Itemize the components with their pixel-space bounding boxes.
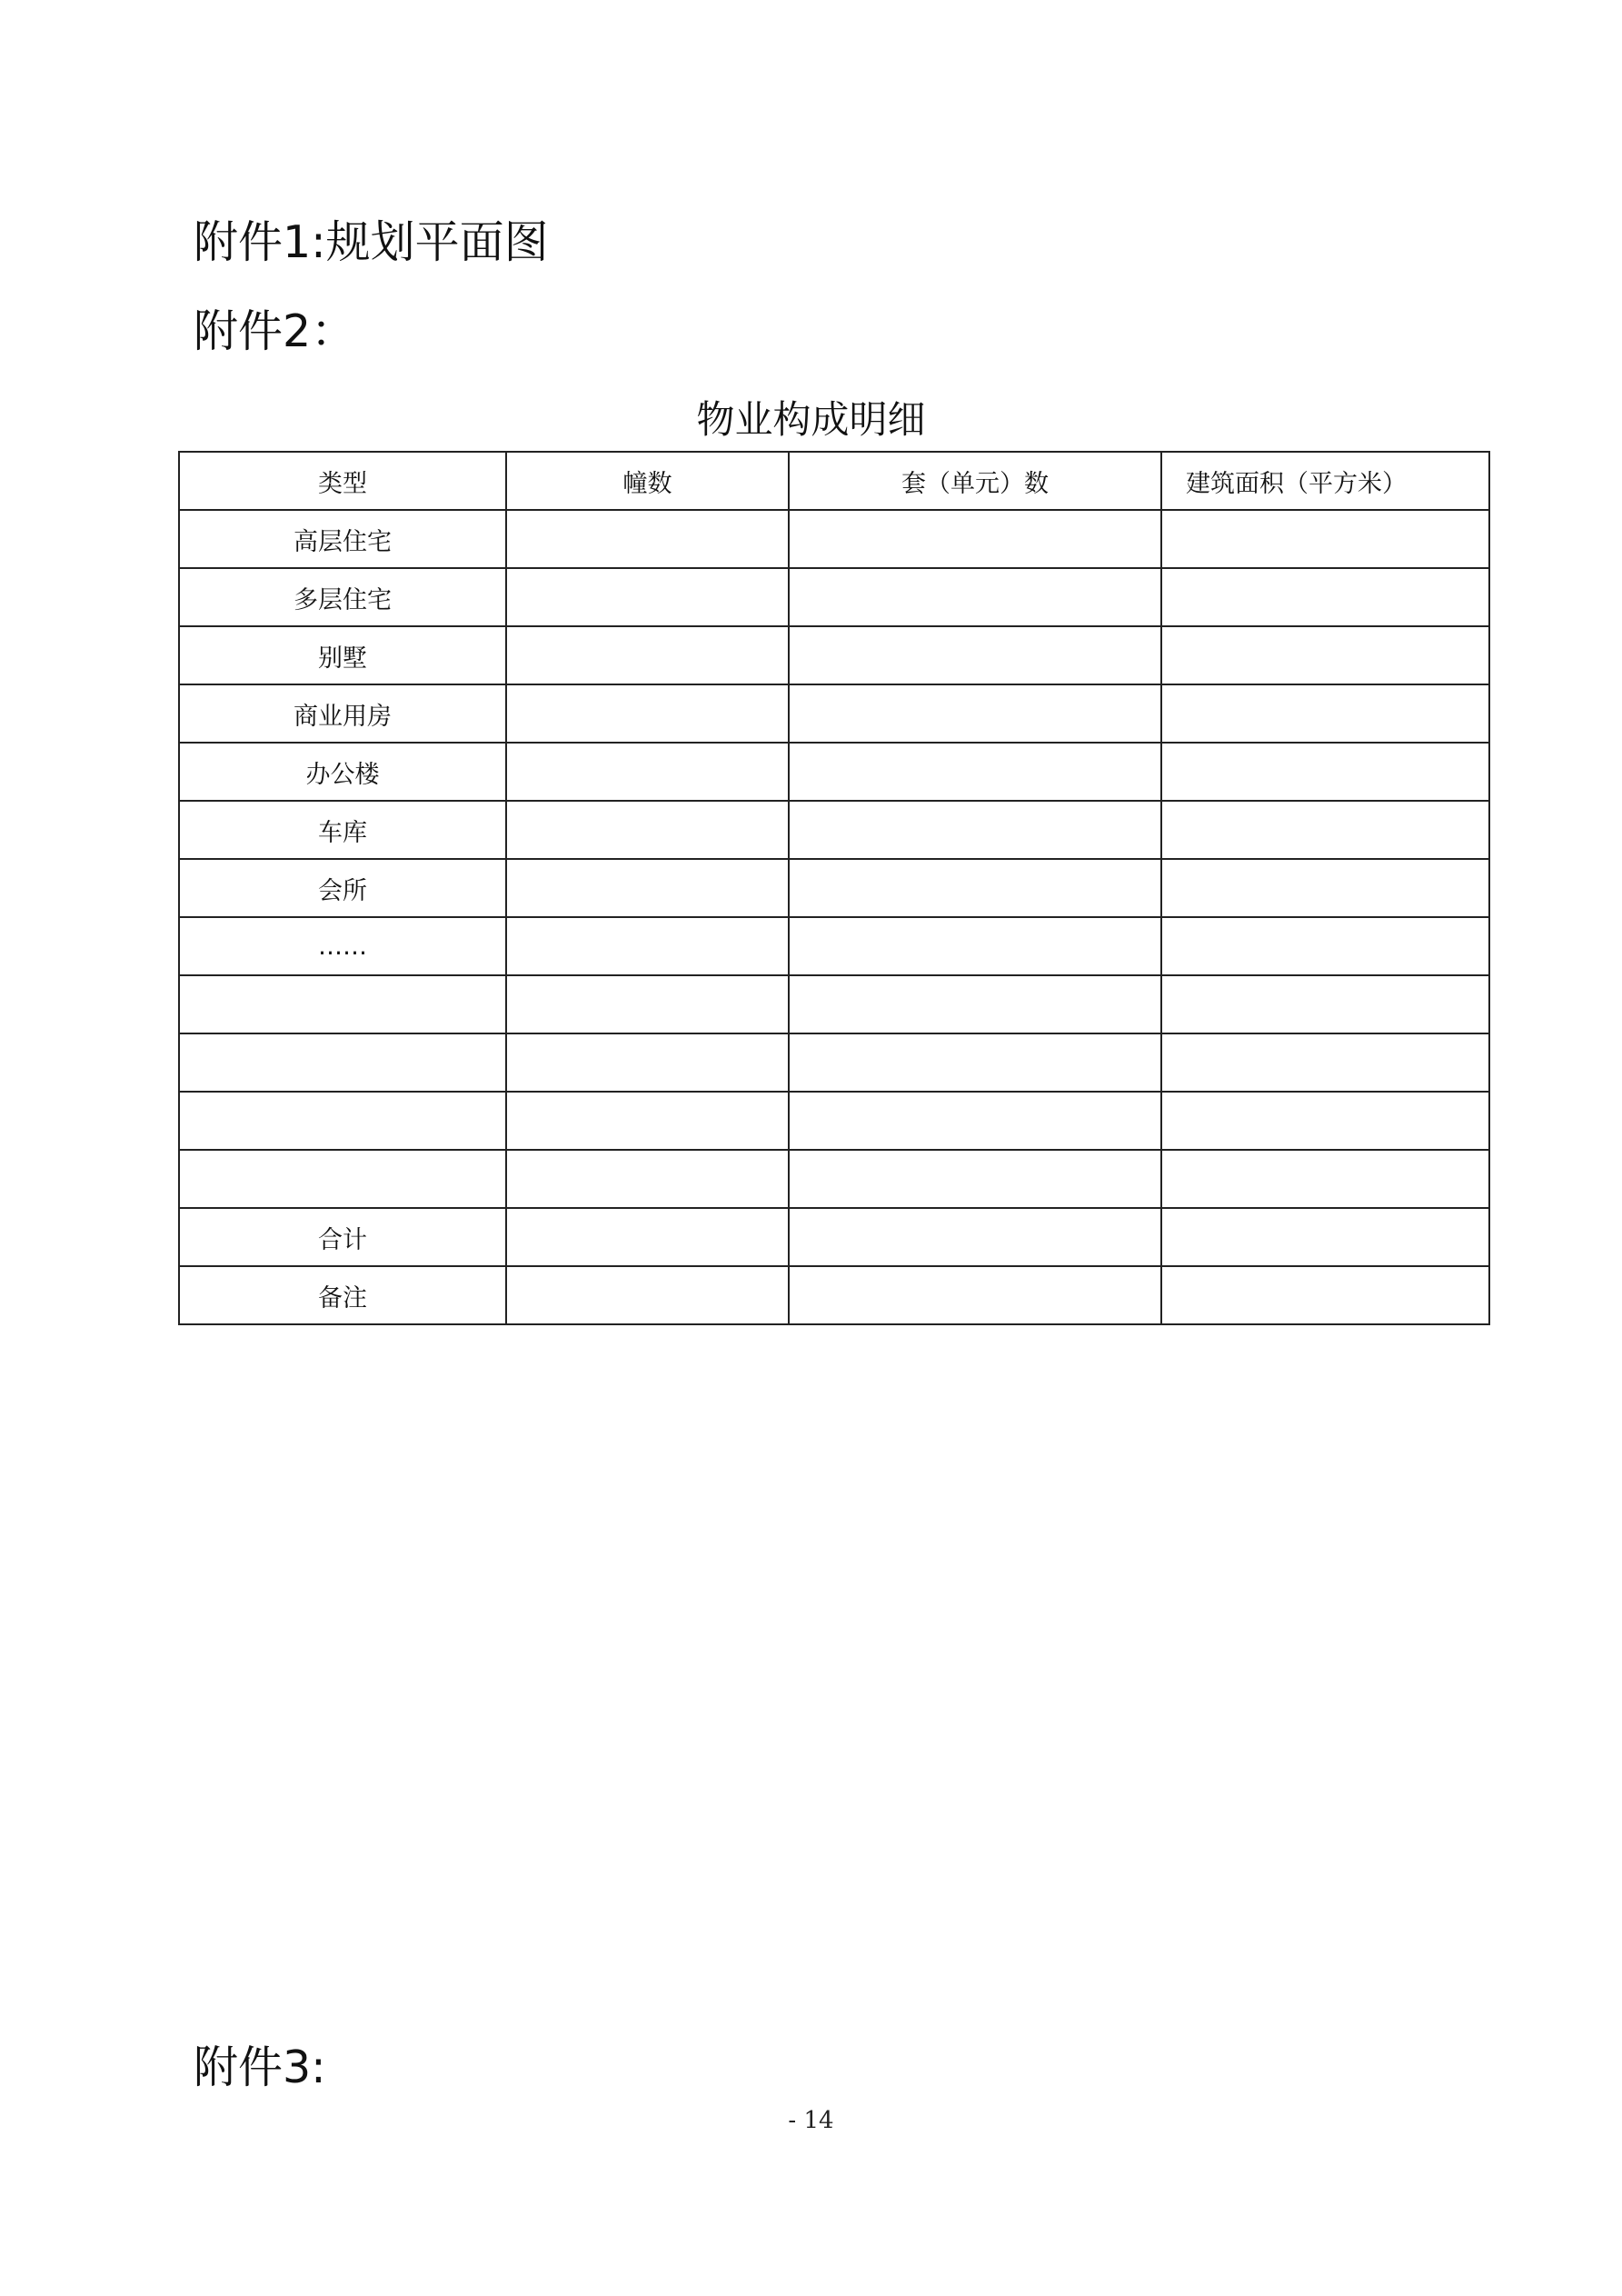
table-row	[179, 684, 1489, 743]
cell-unit-count	[789, 859, 1161, 917]
attachment-1-heading: 附件1:规划平面图	[194, 216, 549, 268]
cell-building-count	[506, 917, 789, 975]
table-row	[179, 1033, 1489, 1092]
cell-building-count	[506, 1092, 789, 1150]
cell-unit-count	[789, 801, 1161, 859]
table-title: 物业构成明细	[696, 397, 926, 442]
table-row	[179, 1092, 1489, 1150]
cell-unit-count	[789, 568, 1161, 626]
attachment-3-heading: 附件3:	[194, 2041, 326, 2093]
cell-building-count	[506, 1150, 789, 1208]
cell-floor-area	[1161, 1266, 1489, 1324]
column-header-type: 类型	[179, 452, 506, 510]
table-row	[179, 510, 1489, 568]
cell-type: 别墅	[179, 626, 506, 684]
cell-floor-area	[1161, 626, 1489, 684]
attachment-2-heading: 附件2：	[194, 305, 356, 357]
cell-unit-count	[789, 1033, 1161, 1092]
cell-type	[179, 1033, 506, 1092]
cell-type: 备注	[179, 1266, 506, 1324]
cell-unit-count	[789, 1208, 1161, 1266]
table-row	[179, 626, 1489, 684]
column-header-floor-area: 建筑面积（平方米）	[1161, 452, 1489, 510]
cell-building-count	[506, 801, 789, 859]
cell-unit-count	[789, 743, 1161, 801]
cell-unit-count	[789, 510, 1161, 568]
cell-unit-count	[789, 975, 1161, 1033]
cell-unit-count	[789, 684, 1161, 743]
cell-type	[179, 975, 506, 1033]
table-row	[179, 1208, 1489, 1266]
cell-building-count	[506, 510, 789, 568]
cell-type	[179, 1092, 506, 1150]
cell-type: 会所	[179, 859, 506, 917]
table-row	[179, 743, 1489, 801]
cell-type	[179, 1150, 506, 1208]
property-composition-table	[178, 451, 1490, 1325]
cell-floor-area	[1161, 859, 1489, 917]
cell-building-count	[506, 568, 789, 626]
cell-floor-area	[1161, 684, 1489, 743]
cell-floor-area	[1161, 1033, 1489, 1092]
cell-floor-area	[1161, 568, 1489, 626]
cell-building-count	[506, 743, 789, 801]
table-row	[179, 568, 1489, 626]
table-row	[179, 859, 1489, 917]
page-number: - 14	[788, 2107, 834, 2134]
cell-unit-count	[789, 917, 1161, 975]
cell-building-count	[506, 1266, 789, 1324]
cell-floor-area	[1161, 743, 1489, 801]
cell-floor-area	[1161, 917, 1489, 975]
table-body	[179, 510, 1489, 1324]
cell-building-count	[506, 1208, 789, 1266]
table-row	[179, 917, 1489, 975]
cell-building-count	[506, 859, 789, 917]
cell-floor-area	[1161, 975, 1489, 1033]
cell-type: 合计	[179, 1208, 506, 1266]
table-row	[179, 1150, 1489, 1208]
cell-type: 高层住宅	[179, 510, 506, 568]
cell-unit-count	[789, 1150, 1161, 1208]
cell-unit-count	[789, 1092, 1161, 1150]
column-header-building-count: 幢数	[506, 452, 789, 510]
table-header-row	[179, 452, 1489, 510]
cell-floor-area	[1161, 801, 1489, 859]
cell-floor-area	[1161, 510, 1489, 568]
cell-building-count	[506, 684, 789, 743]
cell-floor-area	[1161, 1150, 1489, 1208]
cell-floor-area	[1161, 1092, 1489, 1150]
cell-type: 多层住宅	[179, 568, 506, 626]
cell-building-count	[506, 975, 789, 1033]
cell-type: 车库	[179, 801, 506, 859]
column-header-unit-count: 套（单元）数	[789, 452, 1161, 510]
cell-building-count	[506, 626, 789, 684]
cell-type: ……	[179, 917, 506, 975]
table-row	[179, 975, 1489, 1033]
cell-unit-count	[789, 626, 1161, 684]
table-row	[179, 1266, 1489, 1324]
cell-floor-area	[1161, 1208, 1489, 1266]
table-row	[179, 801, 1489, 859]
cell-type: 办公楼	[179, 743, 506, 801]
cell-type: 商业用房	[179, 684, 506, 743]
cell-unit-count	[789, 1266, 1161, 1324]
cell-building-count	[506, 1033, 789, 1092]
